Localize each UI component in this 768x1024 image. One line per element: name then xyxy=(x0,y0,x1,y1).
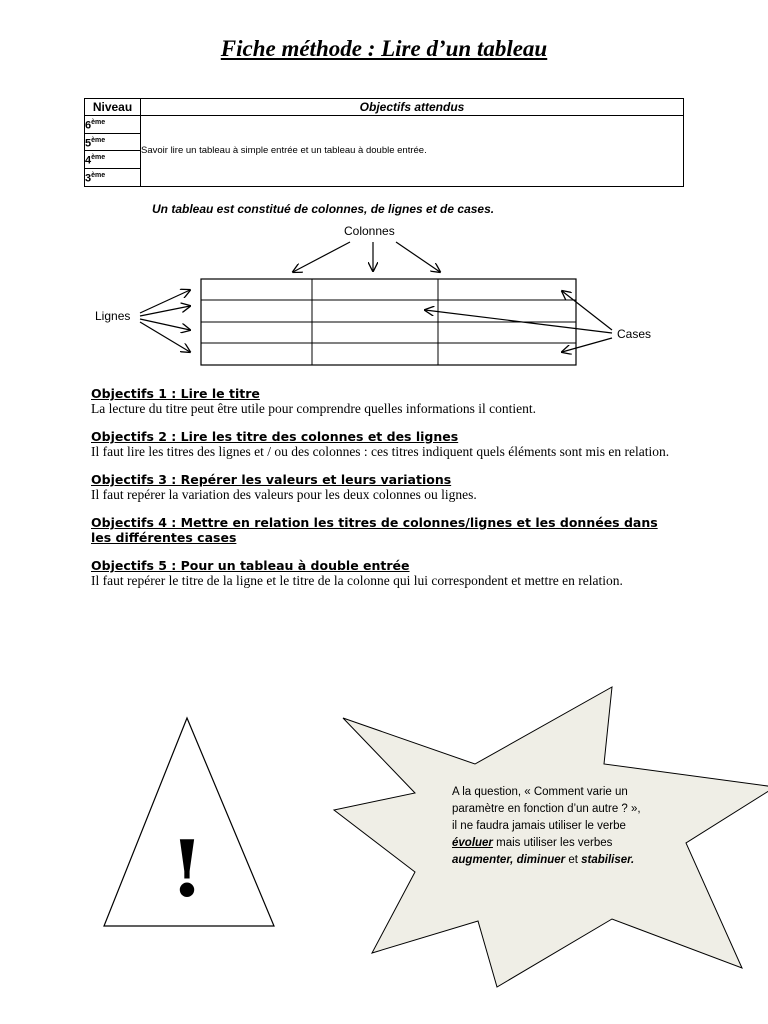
lignes-label: Lignes xyxy=(95,309,131,323)
objective-cell: Savoir lire un tableau à simple entrée et un tableau à double entrée. xyxy=(141,116,684,187)
header-niveau: Niveau xyxy=(85,99,141,116)
bubble-text-part: mais utiliser les verbes xyxy=(492,837,613,849)
level-number: 3 xyxy=(85,172,92,185)
objective-section-3 xyxy=(91,472,676,502)
level-number: 4 xyxy=(85,154,92,167)
level-suffix: ème xyxy=(91,136,106,144)
objective-section-4 xyxy=(91,515,676,545)
section-body: Il faut lire les titres des lignes et / ou des colonnes : ces titres indiquent quels éléments sont mis en relation. xyxy=(91,444,670,459)
level-suffix: ème xyxy=(91,119,106,126)
emphasis-evoluer: évoluer xyxy=(452,837,493,849)
exclamation-triangle-icon xyxy=(102,716,277,928)
section-title: Objectifs 5 : Pour un tableau à double entrée xyxy=(91,558,410,573)
emphasis-augmenter: augmenter, xyxy=(452,854,514,866)
intro-text: Un tableau est constitué de colonnes, de lignes et de cases. xyxy=(152,202,495,216)
level-suffix: ème xyxy=(91,154,106,162)
section-title: Objectifs 3 : Repérer les valeurs et leurs variations xyxy=(91,472,452,487)
section-title: Objectifs 2 : Lire les titre des colonnes et des lignes xyxy=(91,429,459,444)
colonnes-arrows xyxy=(293,242,440,272)
cases-label: Cases xyxy=(617,327,652,341)
bubble-text xyxy=(452,784,642,869)
exclamation-mark: ! xyxy=(169,824,205,915)
colonnes-label: Colonnes xyxy=(344,224,395,238)
bubble-text-part: et xyxy=(565,854,582,866)
header-objectifs: Objectifs attendus xyxy=(141,99,684,116)
objectives-sections xyxy=(91,386,676,601)
objective-section-1 xyxy=(91,386,676,416)
emphasis-stabiliser: stabiliser. xyxy=(581,854,635,866)
lignes-arrows xyxy=(140,290,190,352)
section-body: Il faut repérer le titre de la ligne et le titre de la colonne qui lui correspondent et mettre en relation. xyxy=(91,573,623,588)
page-title: Fiche méthode : Lire d’un tableau xyxy=(220,36,548,61)
objective-section-5 xyxy=(91,558,676,588)
section-title: Objectifs 1 : Lire le titre xyxy=(91,386,260,401)
emphasis-diminuer: diminuer xyxy=(516,854,566,866)
level-suffix: ème xyxy=(91,171,106,179)
objective-section-2 xyxy=(91,429,676,459)
bubble-text-part: A la question, « Comment varie un paramètre en fonction d’un autre ? », il ne faudra jamais utiliser le verbe xyxy=(452,786,641,832)
section-body: La lecture du titre peut être utile pour comprendre quelles informations il contient. xyxy=(91,401,536,416)
level-number: 6 xyxy=(85,119,92,132)
section-body: Il faut repérer la variation des valeurs pour les deux colonnes ou lignes. xyxy=(91,487,477,502)
level-number: 5 xyxy=(85,137,92,150)
section-title: Objectifs 4 : Mettre en relation les titres de colonnes/lignes et les données dans les différentes cases xyxy=(91,515,658,545)
